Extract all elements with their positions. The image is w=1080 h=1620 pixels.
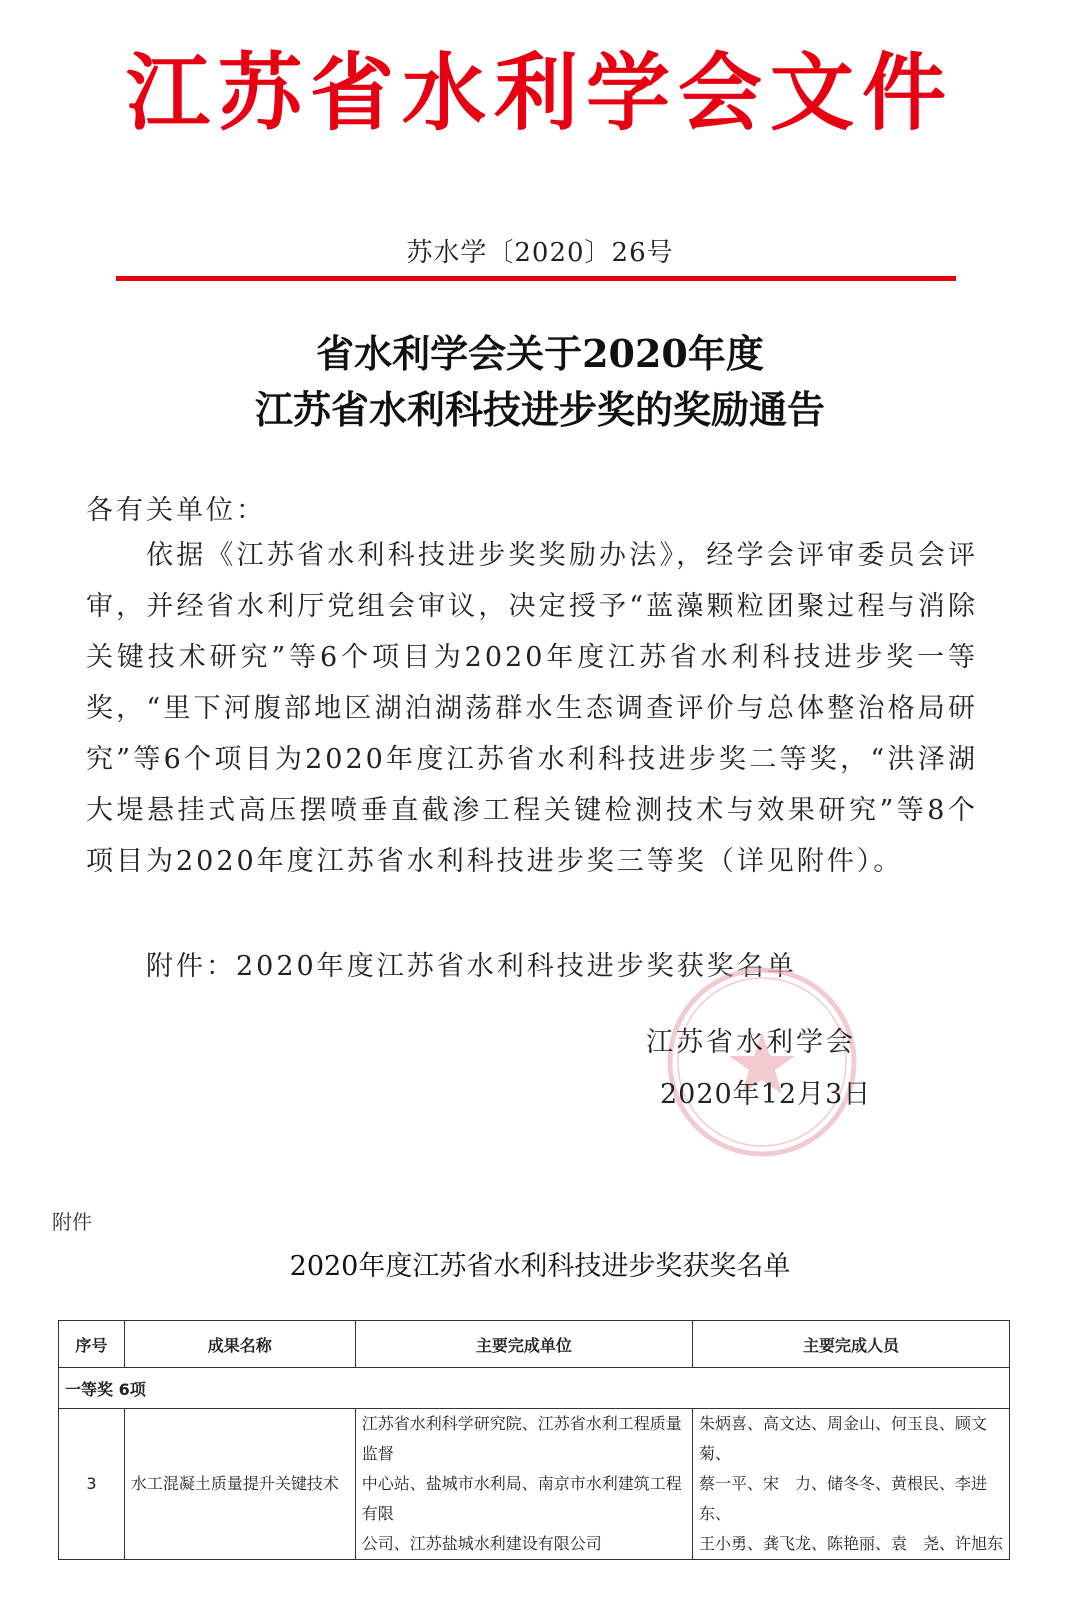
attachment-label: 附件 [52,1210,92,1234]
header-units: 主要完成单位 [355,1321,692,1368]
red-divider-line [116,276,956,281]
category-label: 一等奖 6项 [59,1368,1010,1409]
notice-title [0,326,1080,438]
table-header-row [59,1321,1010,1368]
header-seq: 序号 [59,1321,125,1368]
table-row [59,1409,1010,1560]
notice-body: 依据《江苏省水利科技进步奖奖励办法》，经学会评审委员会评审，并经省水利厅党组会审议，决定授予“蓝藻颗粒团聚过程与消除关键技术研究”等6个项目为2020年度江苏省水利科技进步奖一等奖，“里下河腹部地区湖泊湖荡群水生态调查评价与总体整治格局研究”等6个项目为2020年度江苏省水利科技进步奖二等奖，“洪泽湖大堤悬挂式高压摆喷垂直截渗工程关键检测技术与效果研究”等8个项目为2020年度江苏省水利科技进步奖三等奖（详见附件）。 [86,540,978,877]
row-units [355,1409,692,1560]
row-seq: 3 [59,1409,125,1560]
header-people: 主要完成人员 [692,1321,1009,1368]
award-table [58,1320,1010,1560]
row-people [692,1409,1009,1560]
award-list-title: 2020年度江苏省水利科技进步奖获奖名单 [289,1251,791,1282]
row-units-line: 中心站、盐城市水利局、南京市水利建筑工程有限 [361,1474,682,1523]
document-header-title: 江苏省水利学会文件 [125,44,954,142]
notice-title-line-1: 省水利学会关于2020年度 [316,331,764,376]
document-number: 苏水学〔2020〕26号 [406,238,674,268]
header-name: 成果名称 [124,1321,355,1368]
row-people-line: 王小勇、龚飞龙、陈艳丽、袁 尧、许旭东 [698,1534,1003,1553]
row-people-line: 蔡一平、宋 力、储冬冬、黄根民、李进东、 [698,1474,987,1523]
signature-organization: 江苏省水利学会 [646,1027,856,1058]
official-seal-icon [662,962,862,1162]
row-people-line: 朱炳喜、高文达、周金山、何玉良、顾文菊、 [698,1414,987,1463]
attachment-reference: 附件：2020年度江苏省水利科技进步奖获奖名单 [146,951,797,982]
row-units-line: 江苏省水利科学研究院、江苏省水利工程质量监督 [361,1414,682,1463]
signature-date: 2020年12月3日 [660,1079,872,1110]
category-row [59,1368,1010,1409]
row-units-line: 公司、江苏盐城水利建设有限公司 [361,1534,602,1553]
row-name: 水工混凝土质量提升关键技术 [124,1409,355,1560]
notice-title-line-2: 江苏省水利科技进步奖的奖励通告 [254,387,825,432]
salutation: 各有关单位： [86,495,266,526]
